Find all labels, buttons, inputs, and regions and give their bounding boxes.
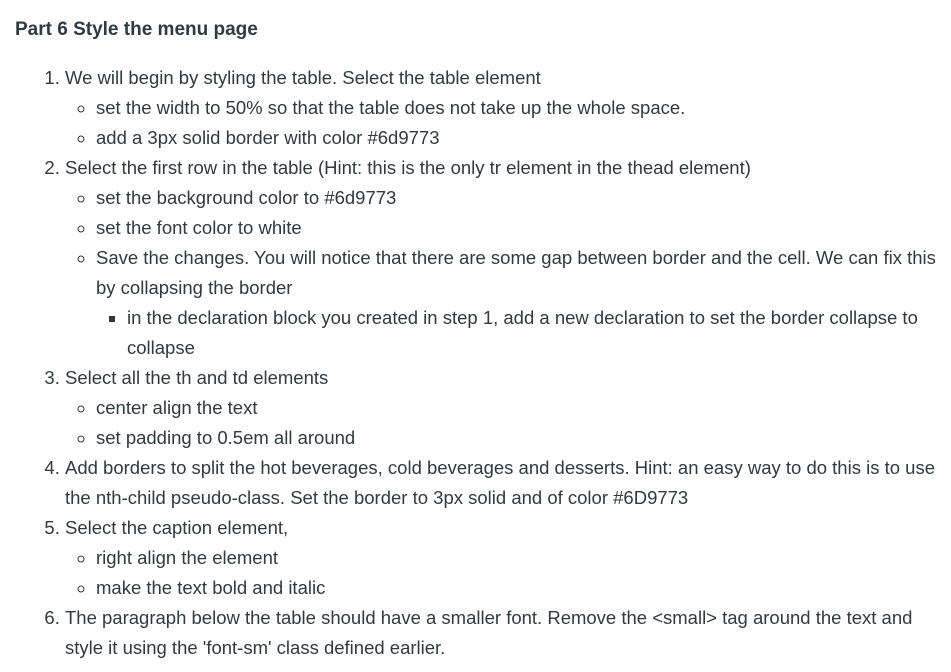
step-2-subsubitems — [96, 303, 951, 363]
step-text: Select the caption element, — [65, 517, 289, 538]
step-5-subitems — [65, 543, 951, 603]
subitem-text: Save the changes. You will notice that there are some gap between border and the cell. We can fix this by collapsing the border — [96, 247, 936, 298]
step-5 — [65, 513, 951, 603]
step-1 — [65, 63, 951, 153]
subitem: ◦ set padding to 0.5em all around — [96, 423, 951, 453]
page-title: Part 6 Style the menu page — [15, 19, 258, 40]
step-text: We will begin by styling the table. Select the table element — [65, 67, 541, 88]
step-3-subitems — [65, 393, 951, 453]
step-4 — [65, 453, 951, 513]
step-text: Select all the th and td elements — [65, 367, 329, 388]
subitem: ◦ right align the element — [96, 543, 951, 573]
step-2 — [65, 153, 951, 363]
step-text: Select the first row in the table (Hint: this is the only tr element in the thead element) — [65, 157, 751, 178]
subitem: ◦ set the background color to #6d9773 — [96, 183, 951, 213]
subitem: ◦ center align the text — [96, 393, 951, 423]
step-text: Add borders to split the hot beverages, cold beverages and desserts. Hint: an easy way to do this is to use the nth-child pseudo-class. Set the border to 3px solid and of color #6D9773 — [65, 457, 935, 508]
step-3 — [65, 363, 951, 453]
subitem: ◦ add a 3px solid border with color #6d9773 — [96, 123, 951, 153]
subitem: ◦ make the text bold and italic — [96, 573, 951, 603]
step-2-subitems — [65, 183, 951, 363]
subitem: ◦ set the width to 50% so that the table does not take up the whole space. — [96, 93, 951, 123]
steps-list — [15, 63, 951, 663]
step-6 — [65, 603, 951, 663]
subitem: ◦ set the font color to white — [96, 213, 951, 243]
subitem — [96, 243, 951, 363]
step-1-subitems — [65, 93, 951, 153]
step-text: The paragraph below the table should have a smaller font. Remove the <small> tag around the text and style it using the 'font-sm' class defined earlier. — [65, 607, 913, 658]
subsubitem: ▪ in the declaration block you created in step 1, add a new declaration to set the border collapse to collapse — [127, 303, 951, 363]
